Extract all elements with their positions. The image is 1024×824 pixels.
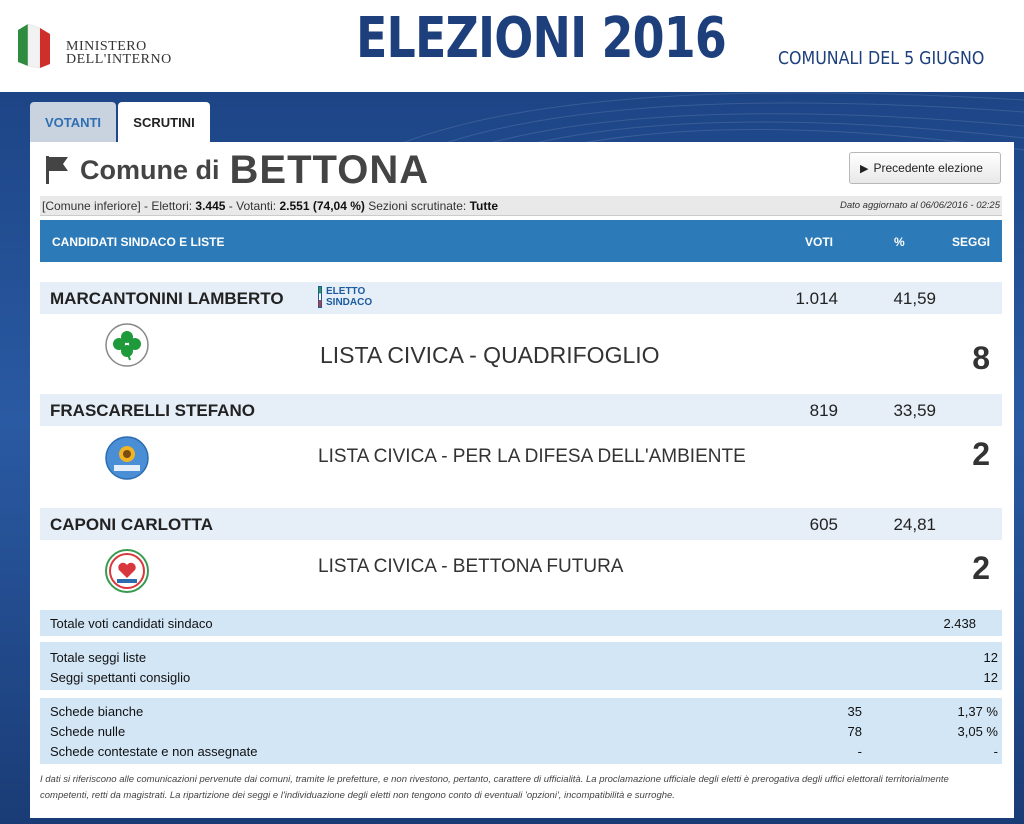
nulle-perc: 3,05 % — [957, 724, 998, 739]
list-name: LISTA CIVICA - QUADRIFOGLIO — [320, 342, 660, 368]
total-votes-label: Totale voti candidati sindaco — [50, 616, 213, 631]
table-header — [40, 220, 1002, 262]
elected-line2: SINDACO — [326, 297, 373, 308]
comune-type: [Comune inferiore] — [42, 198, 141, 213]
list-seggi: 2 — [972, 550, 990, 586]
contestate-num: - — [857, 744, 862, 759]
seggi-consiglio-value: 12 — [983, 670, 998, 685]
elected-badge — [318, 286, 372, 308]
page-subtitle: COMUNALI DEL 5 GIUGNO — [778, 48, 985, 69]
elected-line1: ELETTO — [326, 286, 366, 297]
total-votes-value: 2.438 — [943, 616, 976, 631]
seggi-liste-value: 12 — [983, 650, 998, 665]
candidate-row — [40, 282, 1002, 314]
nulle-label: Schede nulle — [50, 724, 126, 739]
contestate-label: Schede contestate e non assegnate — [50, 744, 258, 759]
page-title: ELEZIONI 2016 — [356, 6, 727, 71]
candidate-voti: 1.014 — [795, 289, 838, 308]
previous-election-label: Precedente elezione — [873, 161, 983, 175]
candidate-name: MARCANTONINI LAMBERTO — [50, 289, 284, 308]
sezioni-label: Sezioni scrutinate: — [364, 198, 470, 213]
site-header — [0, 0, 1024, 92]
comune-name: BETTONA — [229, 147, 430, 192]
ballots-box — [40, 698, 1002, 764]
list-row — [40, 540, 1002, 606]
disclaimer-footnote: I dati si riferiscono alle comunicazioni pervenute dai comuni, tramite le prefetture, e non rivestono, pertanto, carattere di ufficialità. La proclamazione ufficiale degli eletti è prerogativa degli uffici elettorali territorialmente competenti, retti da magistrati. La ripartizione dei seggi e l'individuazione degli eletti non tengono conto di eventuali 'opzioni', incompatibilità e surroghe. — [40, 774, 949, 801]
votanti-percent: (74,04 %) — [312, 198, 365, 213]
votanti-value: 2.551 — [279, 198, 310, 213]
seggi-liste-label: Totale seggi liste — [50, 650, 147, 665]
candidate-name: FRASCARELLI STEFANO — [50, 401, 255, 420]
update-timestamp: Dato aggiornato al 06/06/2016 - 02:25 — [839, 200, 1000, 211]
seats-box — [40, 642, 1002, 690]
candidate-percent: 24,81 — [893, 515, 936, 534]
list-seggi: 8 — [972, 340, 990, 376]
bianche-perc: 1,37 % — [957, 704, 998, 719]
candidate-voti: 605 — [809, 515, 838, 534]
candidate-percent: 41,59 — [893, 289, 936, 308]
list-row — [40, 314, 1002, 394]
tab-votanti[interactable]: VOTANTI — [30, 102, 116, 142]
list-seggi: 2 — [972, 436, 990, 472]
italian-flag-icon — [318, 286, 322, 308]
clover-logo-icon — [104, 322, 150, 368]
candidate-row — [40, 508, 1002, 540]
info-bar — [40, 196, 1002, 216]
list-name: LISTA CIVICA - PER LA DIFESA DELL'AMBIENTE — [318, 446, 746, 467]
heart-logo-icon — [104, 548, 150, 594]
candidate-percent: 33,59 — [893, 401, 936, 420]
list-row — [40, 426, 1002, 508]
sunflower-logo-icon — [104, 435, 150, 481]
total-votes-box — [40, 610, 1002, 636]
header-perc: % — [894, 235, 905, 249]
comune-title — [44, 148, 429, 192]
votanti-label: - Votanti: — [225, 198, 280, 213]
chevron-right-icon: ▶ — [860, 162, 869, 175]
bianche-label: Schede bianche — [50, 704, 144, 719]
elettori-value: 3.445 — [195, 198, 226, 213]
list-name: LISTA CIVICA - BETTONA FUTURA — [318, 556, 624, 577]
flag-icon — [44, 154, 70, 186]
header-candidates: CANDIDATI SINDACO E LISTE — [52, 235, 225, 249]
election-stats — [42, 199, 498, 213]
elettori-label: - Elettori: — [140, 198, 196, 213]
ministry-logo-text — [66, 40, 172, 66]
header-seggi: SEGGI — [952, 235, 991, 249]
sezioni-value: Tutte — [469, 198, 499, 213]
bianche-num: 35 — [847, 704, 862, 719]
candidate-row — [40, 394, 1002, 426]
header-voti: VOTI — [805, 235, 834, 249]
ministry-line2: DELL'INTERNO — [66, 52, 172, 67]
candidate-voti: 819 — [809, 401, 838, 420]
italy-flag-logo-icon — [14, 22, 54, 70]
tab-scrutini[interactable]: SCRUTINI — [118, 102, 210, 142]
nulle-num: 78 — [847, 724, 862, 739]
previous-election-button[interactable] — [849, 152, 1001, 184]
seggi-consiglio-label: Seggi spettanti consiglio — [50, 670, 191, 685]
ministry-line1: MINISTERO — [66, 39, 147, 54]
contestate-perc: - — [993, 744, 998, 759]
comune-prefix: Comune di — [80, 154, 220, 185]
candidate-name: CAPONI CARLOTTA — [50, 515, 214, 534]
